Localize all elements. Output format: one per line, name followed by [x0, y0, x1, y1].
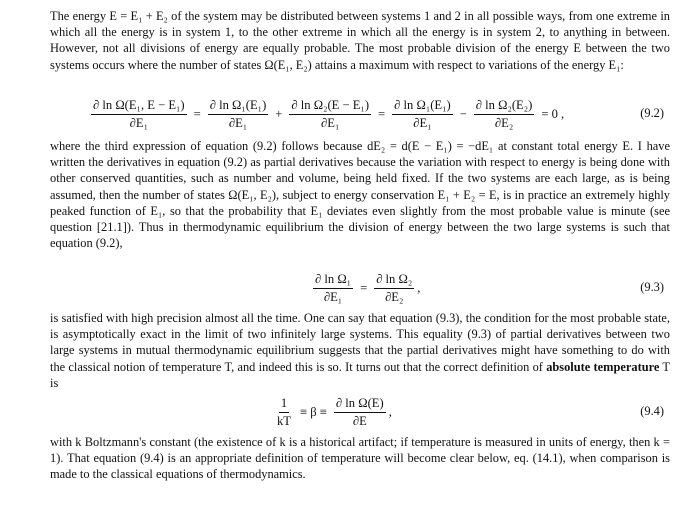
- equation-9-2: $\frac{\text{∂ ln Ω(E₁, E − E₁)}}{\text{∂E₁}}$ = $\frac{\text{∂ ln Ω₁(E₁)}}{\text{∂E₁}}$ + $\frac{\text{∂ ln Ω₂(E − E₁)}}{\text{∂E₁}}$ = $\frac{\text{∂ ln Ω₁(E₁)}}{\text{∂E₁}}$ − $\frac{\text{∂ ln Ω₂(E₂)}}{\text{∂E₂}}$ = 0 , (9.2): [93, 97, 664, 130]
- eq93-left: $\frac{\text{∂ ln Ω₁}}{\text{∂E₁}}$: [315, 271, 352, 304]
- paragraph-temperature: is satisfied with high precision almost all the time. One can say that equation (9.3), the condition for the most probable state, is asymptotically exact in the limit of two infinitely large systems. This equality (9.3) of partial derivatives between two large systems in mutual thermodynamic equilibrium suggests that the partial derivatives might have something to do with the classical notion of temperature T, and indeed this is so. It turns out that the correct definition of absolute temperature T is: [50, 311, 671, 390]
- equation-number-9-4: (9.4): [640, 404, 664, 418]
- eq92-term2: $\frac{\text{∂ ln Ω₁(E₁)}}{\text{∂E₁}}$: [209, 97, 267, 130]
- eq94-right: $\frac{\text{∂ ln Ω(E)}}{\partial E}$: [335, 395, 384, 428]
- paragraph-boltzmann: with k Boltzmann's constant (the existence of k is a historical artifact; if temperature is measured in units of energy, then k = 1). That equation (9.4) is an appropriate definition of temperature will become clear below, eq. (14.1), when comparison is made to the classical equations of thermodynamics.: [50, 435, 670, 482]
- equation-number-9-3: (9.3): [640, 280, 664, 294]
- eq92-term5: $\frac{\text{∂ ln Ω₂(E₂)}}{\text{∂E₂}}$: [475, 97, 533, 130]
- eq93-right: $\frac{\text{∂ ln Ω₂}}{\text{∂E₂}}$: [376, 271, 413, 304]
- term-absolute-temperature: absolute temperature: [546, 359, 660, 374]
- eq92-term4: $\frac{\text{∂ ln Ω₁(E₁)}}{\text{∂E₁}}$: [394, 97, 451, 130]
- eq92-term1: $\frac{\text{∂ ln Ω(E₁, E − E₁)}}{\text{∂E₁}}$: [93, 97, 185, 130]
- paragraph-partial-derivatives: where the third expression of equation (9.2) follows because dE₂ = d(E − E₁) = −dE₁ at constant total energy E. I have written the derivatives in equation (9.2) as partial derivatives because the variation with respect to energy is being done with other conserved quantities, such as number and volume, being held fixed. If the two systems are each large, as is being assumed, then the number of states Ω(E₁, E₂), subject to energy conservation E₁ + E₂ = E, is in practice an extremely highly peaked function of E₁, so that the probability that E₁ deviates even slightly from the most probable value is minute (see question [21.1]). Thus in thermodynamic equilibrium the division of energy between the two large systems is such that equation (9.2),: [50, 139, 670, 251]
- eq92-term3: $\frac{\text{∂ ln Ω₂(E − E₁)}}{\text{∂E₁}}$: [291, 97, 370, 130]
- eq94-left: $\frac{1}{kT}$: [277, 395, 291, 428]
- equation-9-4: $\frac{1}{kT}$ ≡ β ≡ $\frac{\text{∂ ln Ω(E)}}{\partial E}$ , (9.4): [277, 395, 664, 428]
- equation-number-9-2: (9.2): [640, 106, 664, 120]
- equation-9-3: $\frac{\text{∂ ln Ω₁}}{\text{∂E₁}}$ = $\frac{\text{∂ ln Ω₂}}{\text{∂E₂}}$ , (9.3): [315, 271, 664, 304]
- paragraph-energy-distribution: The energy E = E₁ + E₂ of the system may be distributed between systems 1 and 2 in all possible ways, from one extreme in which all the energy is in system 1, to the other extreme in which all the energy is in system 2, to anything in between. However, not all divisions of energy are equally probable. The most probable division of the energy E between the two systems occurs where the number of states Ω(E₁, E₂) attains a maximum with respect to variations of the energy E₁:: [50, 9, 670, 72]
